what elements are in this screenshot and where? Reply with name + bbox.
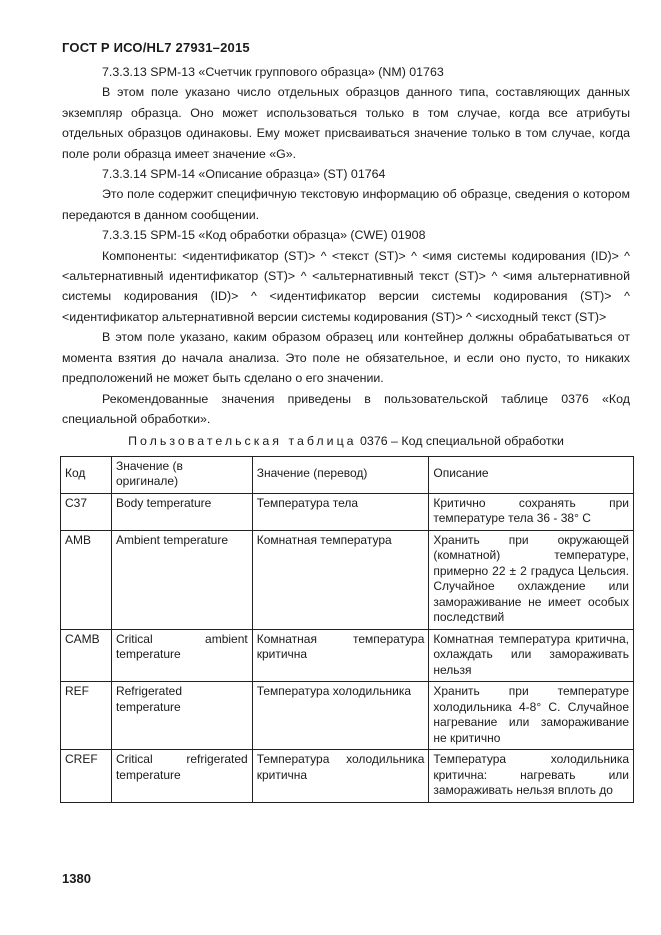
cell-description: Критично сохранять при температуре тела 36 - 38° С [429,493,634,530]
cell-original: Critical refrigerated temperature [111,750,252,803]
cell-translation: Температура тела [252,493,429,530]
column-header-code: Код [61,456,112,493]
column-header-translation: Значение (перевод) [252,456,429,493]
body-paragraph: Компоненты: <идентификатор (ST)> ^ <текст (ST)> ^ <имя системы кодирования (ID)> ^ <альтернативный идентификатор (ST)> ^ <альтернативный текст (ST)> ^ <имя альтернативной системы кодирования (ID)> ^ <идентификатор версии системы кодирования (ST)> ^ <идентификатор альтернативной версии системы кодирования (ST)> ^ <исходный текст (ST)> [62,248,630,324]
body-paragraph: В этом поле указано, каким образом образец или контейнер должны обрабатываться от момента взятия до начала анализа. Это поле не обязательное, и если оно пусто, то никаких предположений не может быть сделано о его значении. [62,330,630,386]
table-caption-prefix: Пользовательская таблица [128,434,357,449]
column-header-description: Описание [429,456,634,493]
section-heading-spm15: 7.3.3.15 SPM-15 «Код обработки образца» (CWE) 01908 [102,228,426,243]
table-row [61,493,634,530]
column-header-original: Значение (в оригинале) [111,456,252,493]
cell-code: AMB [61,530,112,629]
cell-description: Хранить при окружающей (комнатной) температуре, примерно 22 ± 2 градуса Цельсия. Случайное охлаждение или замораживание не имеет особых последствий [429,530,634,629]
cell-translation: Температура холодильника [252,682,429,750]
body-paragraph: Это поле содержит специфичную текстовую информацию об образце, сведения о котором передаются в данном сообщении. [62,187,630,222]
section-heading-spm14: 7.3.3.14 SPM-14 «Описание образца» (ST) 01764 [102,167,386,182]
cell-description: Хранить при температуре холодильника 4-8° С. Случайное нагревание или замораживание не критично [429,682,634,750]
document-body [62,62,630,803]
table-caption [62,431,630,451]
cell-code: C37 [61,493,112,530]
table-caption-title: 0376 – Код специальной обработки [360,434,564,449]
cell-description: Комнатная температура критична, охлаждать или замораживать нельзя [429,629,634,682]
table-row [61,750,634,803]
cell-translation: Температура холодильника критична [252,750,429,803]
page-number: 1380 [62,871,91,886]
document-header: ГОСТ Р ИСО/HL7 27931–2015 [62,40,250,55]
cell-translation: Комнатная температура критична [252,629,429,682]
table-row [61,682,634,750]
cell-original: Ambient temperature [111,530,252,629]
cell-translation: Комнатная температура [252,530,429,629]
table-row [61,629,634,682]
cell-original: Refrigerated temperature [111,682,252,750]
cell-code: CREF [61,750,112,803]
table-row [61,530,634,629]
cell-description: Температура холодильника критична: нагревать или замораживать нельзя вплоть до [429,750,634,803]
cell-original: Body temperature [111,493,252,530]
body-paragraph: В этом поле указано число отдельных образцов данного типа, составляющих данных экземпляр образца. Оно может использоваться только в том случае, когда все атрибуты отдельных образцов одинаковы. Ему может присваиваться значение только в том случае, когда поле роли образца имеет значение «G». [62,85,630,161]
table-header-row [61,456,634,493]
body-paragraph: Рекомендованные значения приведены в пользовательской таблице 0376 «Код специальной обработки». [62,391,630,426]
cell-original: Critical ambient temperature [111,629,252,682]
cell-code: REF [61,682,112,750]
section-heading-spm13: 7.3.3.13 SPM-13 «Счетчик группового образца» (NM) 01763 [102,65,444,79]
cell-code: CAMB [61,629,112,682]
special-handling-table [60,456,634,803]
